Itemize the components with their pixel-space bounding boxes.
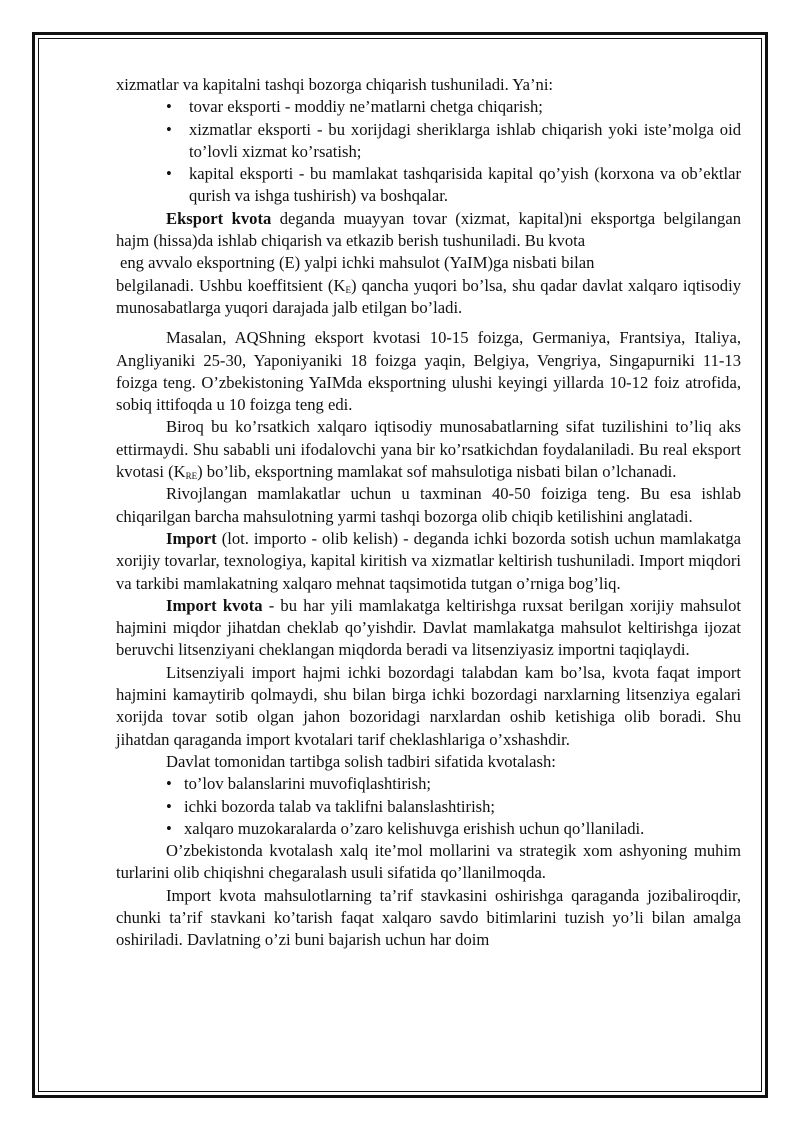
export-quota-line3: belgilanadi. Ushbu koeffitsient $(K_E)$ qancha yuqori bo’lsa, shu qadar davlat xalqaro iqtisodiy munosabatlarga yuqori darajada jalb etilgan bo’ladi.	[116, 275, 741, 317]
subscript-e: E	[345, 284, 351, 295]
list-item: • xizmatlar eksporti - bu xorijdagi sheriklarga ishlab chiqarish yoki iste’molga oid to’lovli xizmat ko’rsatish;	[116, 119, 741, 164]
list-item: • kapital eksporti - bu mamlakat tashqarisida kapital qo’yish (korxona va ob’ektlar qurish va ishga tushirish) va boshqalar.	[116, 163, 741, 208]
example-paragraph: Masalan, AQShning eksport kvotasi 10-15 foizga, Germaniya, Frantsiya, Italiya, Angliyaniki 25-30, Yaponiyaniki 18 foizga yaqin, Belgiya, Vengriya, Singapurniki 11-13 foizga teng. O’zbekistoning YaIMda eksportning ulushi keyingi yillarda 10-12 foiz atrofida, sobiq ittifoqda u 10 foizga teng edi.	[116, 328, 741, 415]
list-item: • xalqaro muzokaralarda o’zaro kelishuvga erishish uchun qo’llaniladi.	[116, 818, 741, 840]
developed-paragraph: Rivojlangan mamlakatlar uchun u taxminan 40-50 foiziga teng. Bu esa ishlab chiqarilgan barcha mahsulotning yarmi tashqi bozorga olib chiqib ketilishini anglatadi.	[116, 484, 741, 526]
uzbek-paragraph: O’zbekistonda kvotalash xalq ite’mol mollarini va strategik xom ashyoning muhim turlarini olib chiqishni chegaralash usuli sifatida qo’llanilmoqda.	[116, 841, 741, 883]
term-import: Import	[166, 528, 217, 548]
term-export-quota: Eksport kvota	[166, 208, 272, 228]
state-paragraph: Davlat tomonidan tartibga solish tadbiri sifatida kvotalash:	[166, 751, 556, 771]
import-definition-paragraph: Import (lot. importo - olib kelish) - deganda ichki bozorda sotish uchun mamlakatga xorijiy tovarlar, texnologiya, kapital kiritish va xizmatlar keltirish tushuniladi. Import miqdori va tarkibi mamlakatning xalqaro mehnat taqsimotida tutgan o’rniga bog’liq.	[116, 528, 741, 593]
export-types-list	[116, 96, 741, 207]
intro-line: xizmatlar va kapitalni tashqi bozorga chiqarish tushuniladi. Ya’ni:	[116, 75, 554, 94]
license-paragraph: Litsenziyali import hajmi ichki bozordagi talabdan kam bo’lsa, kvota faqat import hajmini kamaytirib qolmaydi, shu bilan birga ichki bozordagi narxlarning litsenziya egalari xorijda tovar sotib olgan jahon bozoridagi narxlardan oshib ketishiga olib boradi. Shu jihatdan qaraganda import kvotalari tarif cheklashlariga o’xshashdir.	[116, 662, 741, 749]
subscript-re: RE	[185, 471, 198, 482]
export-quota-paragraph: Eksport kvota deganda muayyan tovar (xizmat, kapital)ni eksportga belgilangan hajm (hissa)da ishlab chiqarish va etkazib berish tushuniladi. Bu kvota	[116, 208, 741, 251]
export-quota-line2: eng avvalo eksportning (E) yalpi ichki mahsulot (YaIM)ga nisbati bilan	[120, 253, 595, 273]
list-item: • tovar eksporti - moddiy ne’matlarni chetga chiqarish;	[116, 96, 741, 118]
list-item: • ichki bozorda talab va taklifni balanslashtirish;	[116, 796, 741, 818]
term-import-quota: Import kvota	[166, 595, 263, 615]
list-item: • to’lov balanslarini muvofiqlashtirish;	[116, 773, 741, 795]
document-body	[116, 74, 741, 952]
final-paragraph: Import kvota mahsulotlarning ta’rif stavkasini oshirishga qaraganda jozibaliroqdir, chunki ta’rif stavkani ko’tarish faqat xalqaro savdo bitimlarini tuzish yo’li bilan amalga oshiriladi. Davlatning o’zi buni bajarish uchun har doim	[116, 885, 741, 950]
import-quota-paragraph: Import kvota - bu har yili mamlakatga keltirishga ruxsat berilgan xorijiy mahsulot hajmini miqdor jihatdan cheklab qo’yishdir. Davlat mamlakatga mahsulot keltirishga ijozat beruvchi litsenziyani cheklangan miqdorda beradi va litsenziyasiz importni taqiqlaydi.	[116, 595, 741, 660]
real-quota-paragraph: Biroq bu ko’rsatkich xalqaro iqtisodiy munosabatlarning sifat tuzilishini to’liq aks ettirmaydi. Shu sababli uni ifodalovchi yana bir ko’rsatkichdan foydalaniladi. Bu real eksport kvotasi $(K_{RE})$ bo’lib, eksportning mamlakat sof mahsulotiga nisbati bilan o’lchanadi.	[116, 417, 741, 482]
quota-purposes-list	[116, 773, 741, 840]
